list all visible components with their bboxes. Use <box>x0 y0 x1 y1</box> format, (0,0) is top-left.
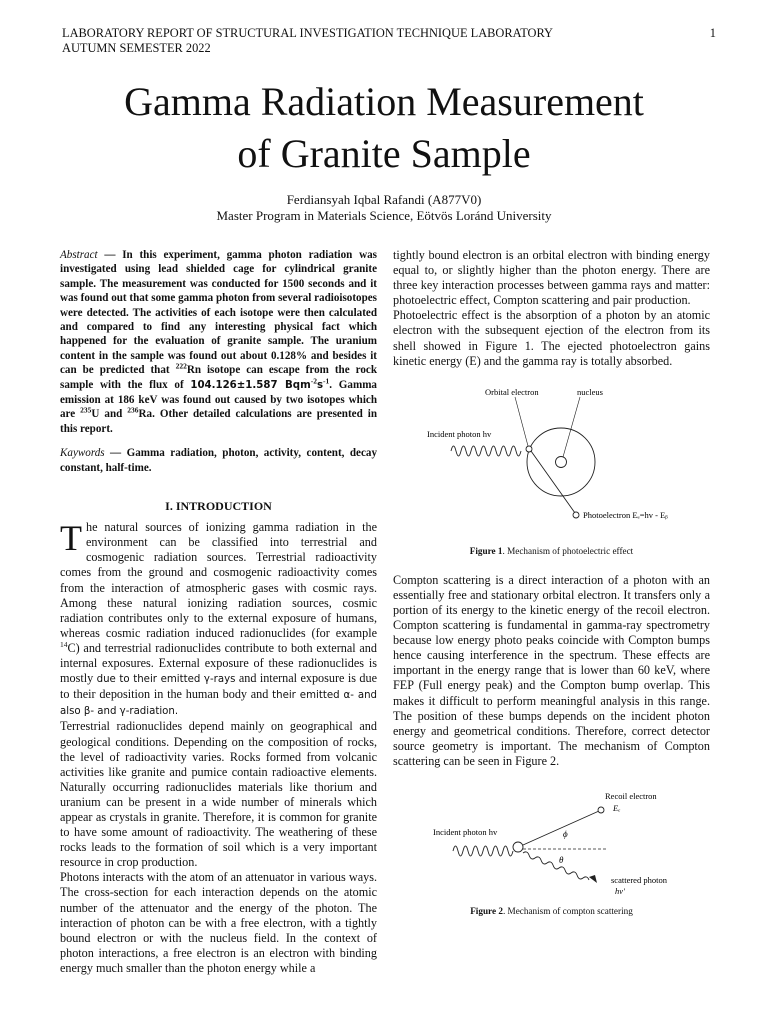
figure-1-caption <box>393 545 710 557</box>
right-column <box>393 248 710 917</box>
orbital-electron-pointer <box>515 397 528 446</box>
author-name: Ferdiansyah Iqbal Rafandi (A877V0) <box>286 192 482 207</box>
keywords <box>60 446 377 475</box>
running-header <box>62 26 716 56</box>
drop-cap: T <box>60 518 82 559</box>
intro-paragraph-1 <box>60 520 377 719</box>
u-mass-number: 235 <box>80 405 92 415</box>
incident-photon-wave <box>451 446 521 456</box>
intro-p1-text-c: due to their emitted γ-rays <box>96 674 236 686</box>
section-heading-introduction: I. INTRODUCTION <box>165 499 272 514</box>
photoelectron-path <box>531 451 575 513</box>
label-scattered-energy: hv' <box>615 885 625 896</box>
label-incident-photon: Incident photon hv <box>427 428 492 439</box>
header-line-2: AUTUMN SEMESTER 2022 <box>62 41 211 55</box>
flux-s: s <box>316 379 324 391</box>
label-phi: ϕ <box>563 828 568 839</box>
figure-1 <box>393 385 710 557</box>
label-scattered-photon: scattered photon <box>611 874 667 885</box>
photoelectron-dot <box>573 512 579 518</box>
intro-paragraph-2: Terrestrial radionuclides depend mainly on geographical and geological conditions. Depending on the composition of rocks, the level of radioactivity varies. Rocks formed from volcanic activities like granite and pumice contain radioactive elements. Naturally occurring radionuclides materials like thorium and uranium can be present in a wide number of minerals which appear as crystals in granite. Therefore, it is common for granite to have some amount of radioactivity. The weathering of these rocks leads to the formation of soil which is a very important resource in crop production. <box>60 719 377 870</box>
keywords-label: Kaywords <box>60 447 105 460</box>
nucleus-dot <box>556 456 567 467</box>
intro-p1-text-d: and internal exposure is due to their deposition in the human body and <box>60 671 378 702</box>
abstract <box>60 248 377 436</box>
flux-value: 104.126±1.587 Bqm <box>190 379 311 391</box>
rn-mass-number: 222 <box>175 361 187 371</box>
label-orbital-electron: Orbital electron <box>485 386 539 397</box>
title-line-1: Gamma Radiation Measurement <box>124 79 644 124</box>
paper-title <box>0 76 768 180</box>
label-recoil-electron: Recoil electron <box>605 790 657 801</box>
figure-2-caption-text: . Mechanism of compton scattering <box>502 905 633 916</box>
compton-diagram <box>393 787 710 905</box>
scattered-arrow-head <box>589 875 597 883</box>
abstract-text-5: Ra. Other detailed calculations are presented in this report. <box>60 408 377 435</box>
intro-p1-text-a: he natural sources of ionizing gamma radiation in the environment can be classified into terrestrial and cosmogenic radiation sources. Terrestrial radioactivity comes from the ground and cosmogenic radioactivity comes from the interaction of atmospheric gases with cosmic rays. Among these natural ionizing radiation sources, cosmic radiation contributes only to the external exposure of humans, whereas cosmic radiation induced radionuclides (for example <box>60 520 377 640</box>
abstract-text-3: . Gamma emission at 186 keV was found out caused by two isotopes which are <box>60 378 377 421</box>
photoelectric-diagram <box>393 385 710 545</box>
figure-2-caption <box>393 905 710 917</box>
target-electron <box>513 842 523 852</box>
scattered-photon-wave <box>523 852 589 880</box>
title-line-2: of Granite Sample <box>237 131 531 176</box>
label-incident-photon: Incident photon hv <box>433 826 498 837</box>
right-paragraph-3: Compton scattering is a direct interaction of a photon with an essentially free and stationary orbital electron. It transfers only a portion of its energy to the kinetic energy of the recoil electron. Compton scattering is fundamental in gamma-ray spectrometry because low energy photo peaks coincide with Compton bumps hence causing interference in the spectrum. These effects are important in the energy range that is lower than 60 keV, where FEP (Full energy peak) and the Compton bump overlap. This makes it difficult to perform meaningful analysis in this range. The position of these bumps depends on the incident photon energy and geometrical conditions. Therefore, correct detector source geometry is important. The mechanism of Compton scattering can be seen in Figure 2. <box>393 572 710 768</box>
recoil-electron-dot <box>598 807 604 813</box>
abstract-text-2: Rn isotope can escape from the rock sample with the flux of <box>60 364 377 391</box>
page-number: 1 <box>709 26 716 40</box>
label-recoil-energy: Eₑ <box>613 802 621 813</box>
keywords-text: Gamma radiation, photon, activity, content, decay constant, half-time. <box>60 447 378 474</box>
author-block <box>0 192 768 224</box>
label-theta: θ <box>559 854 564 865</box>
figure-2-caption-number: Figure 2 <box>470 905 503 916</box>
flux-exp-1: -2 <box>310 375 317 385</box>
figure-1-caption-text: . Mechanism of photoelectric effect <box>502 545 634 556</box>
figure-1-caption-number: Figure 1 <box>469 545 503 556</box>
abstract-label: Abstract <box>60 249 98 261</box>
label-photoelectron: Photoelectron Eₑ=hv - Eᵦ <box>583 509 668 520</box>
flux-exp-2: -1 <box>323 375 330 385</box>
label-nucleus: nucleus <box>577 386 603 397</box>
intro-paragraph-3: Photons interacts with the atom of an attenuator in various ways. The cross-section for each interaction depends on the atomic number of the attenuator and the energy of the photon. The interaction of photon can be with a free electron, with a tightly bound electron or with the nucleus field. In the context of photon interactions, a free electron is an electron with binding energy much smaller than the photon energy while a <box>60 870 377 975</box>
header-line-1: LABORATORY REPORT OF STRUCTURAL INVESTIGATION TECHNIQUE LABORATORY <box>62 26 554 40</box>
ra-mass-number: 236 <box>127 405 139 415</box>
right-paragraph-1: tightly bound electron is an orbital electron with binding energy equal to, or slightly higher than the photon energy. There are three key interaction processes between gamma rays and matter: photoelectric effect, Compton scattering and pair production. <box>393 248 710 308</box>
left-column <box>60 248 377 976</box>
abstract-text-4: U and <box>91 408 128 421</box>
incident-photon-wave <box>453 846 513 856</box>
nucleus-pointer <box>563 397 580 457</box>
abstract-text-1: In this experiment, gamma photon radiation was investigated using lead shielded cage for cylindrical granite sample. The measurement was conducted for 1500 seconds and it was found out that some gamma photon from several radioisotopes were detected. The activities of each isotope were then calculated and compared to find any interesting physical fact which happened for the evaluation of granite sample. The uranium content in the sample was found out about 0.128% and besides it can be predicted that <box>60 249 377 377</box>
intro-p1-text-e: their emitted α- and also β- and γ-radiation. <box>60 690 377 718</box>
author-affiliation: Master Program in Materials Science, Eötvös Loránd University <box>216 208 552 223</box>
intro-p1-text-b: C) and terrestrial radionuclides contribute to both external and internal exposures. External exposure of these radionuclides is mostly <box>60 640 377 686</box>
keywords-dash: — <box>104 447 127 460</box>
right-paragraph-2: Photoelectric effect is the absorption of a photon by an atomic electron with the subsequent ejection of the electron from its shell showed in Figure 1. The ejected photoelectron gains kinetic energy (E) and the gamma ray is totally absorbed. <box>393 308 710 368</box>
abstract-dash: — <box>97 249 123 261</box>
recoil-electron-path <box>523 811 599 845</box>
figure-2 <box>393 787 710 917</box>
c14-mass-number: 14 <box>60 639 68 649</box>
